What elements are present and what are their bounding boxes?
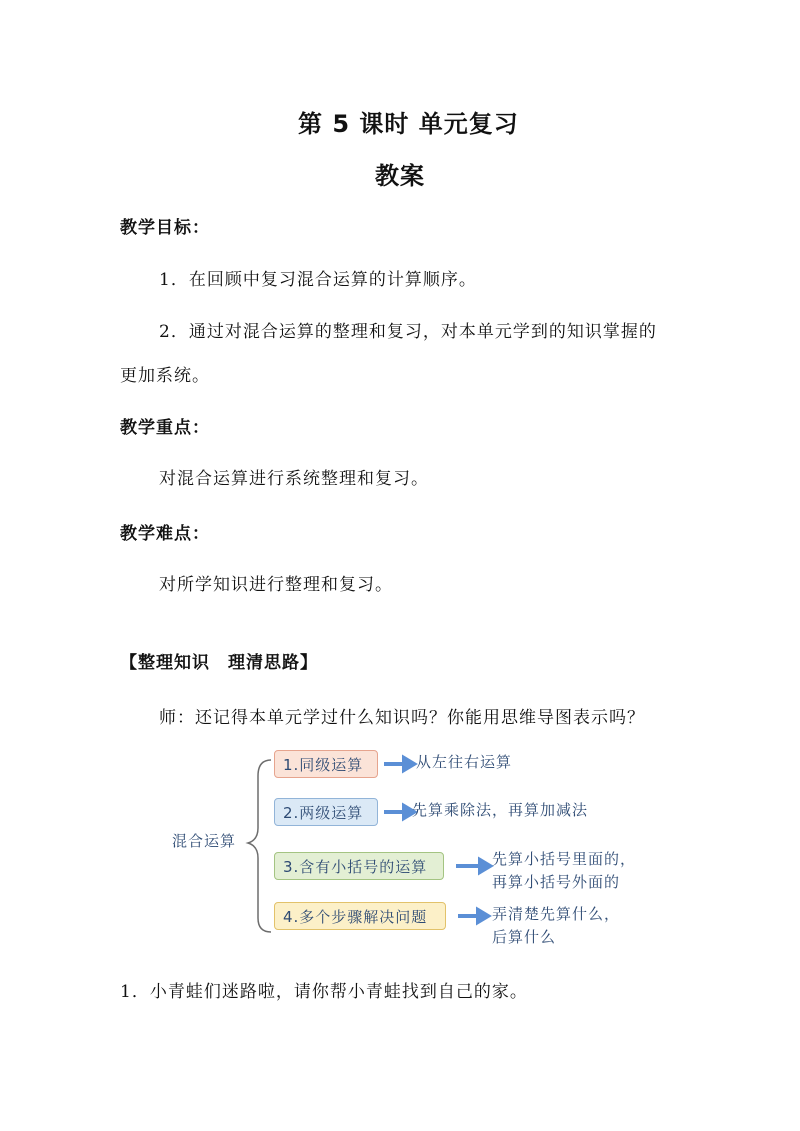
key-points-heading: 教学重点： [120,418,210,438]
mind-map [168,742,668,957]
exercise-text: 1．小青蛙们迷路啦，请你帮小青蛙找到自己的家。 [120,982,528,1002]
objective-item-2-line-2: 更加系统。 [120,366,210,386]
objective-item-1: 1．在回顾中复习混合运算的计算顺序。 [159,270,477,290]
teacher-line: 师：还记得本单元学过什么知识吗？你能用思维导图表示吗？ [159,708,645,728]
difficulties-heading: 教学难点： [120,524,210,544]
page-title: 第 5 课时 单元复习 [298,110,519,138]
branch-box-3: 3.含有小括号的运算 [274,852,444,880]
branch-box-1: 1.同级运算 [274,750,378,778]
branch-desc-3-line-2: 再算小括号外面的 [492,873,621,891]
section-heading: 【整理知识 理清思路】 [120,653,318,673]
branch-box-4: 4.多个步骤解决问题 [274,902,446,930]
branch-desc-4-line-2: 后算什么 [492,928,557,946]
mind-map-root: 混合运算 [172,832,237,850]
branch-desc-1: 从左往右运算 [416,753,513,771]
objective-item-2-line-1: 2．通过对混合运算的整理和复习，对本单元学到的知识掌握的 [159,322,657,342]
branch-desc-3-line-1: 先算小括号里面的， [492,850,637,868]
page-subtitle: 教案 [375,162,425,190]
difficulties-text: 对所学知识进行整理和复习。 [159,575,393,595]
branch-desc-2: 先算乘除法，再算加减法 [412,801,589,819]
branch-desc-4-line-1: 弄清楚先算什么， [492,905,621,923]
arrow-icon [384,758,490,922]
key-points-text: 对混合运算进行系统整理和复习。 [159,469,429,489]
branch-box-2: 2.两级运算 [274,798,378,826]
brace-icon [248,760,271,932]
objectives-heading: 教学目标： [120,218,210,238]
